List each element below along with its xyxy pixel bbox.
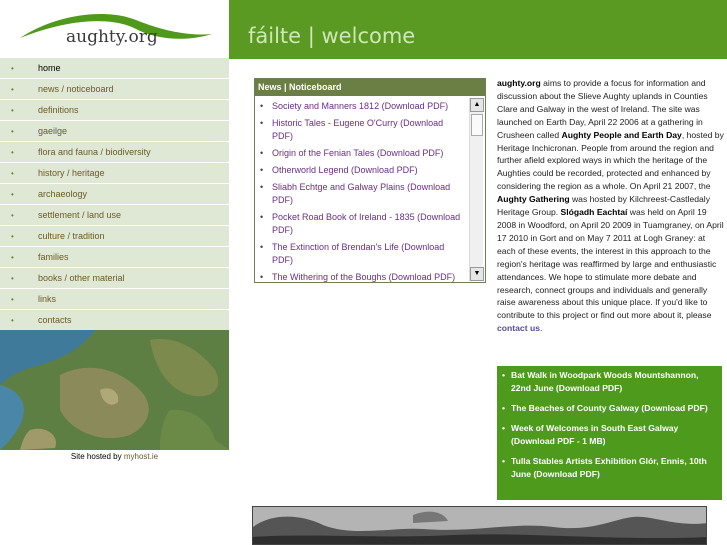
bullet-icon: • — [11, 273, 14, 283]
sidebar-item-label: books / other material — [38, 273, 125, 283]
intro-bold: Slógadh Eachtaí — [560, 207, 628, 218]
news-item[interactable]: • Sliabh Echtge and Galway Plains (Download PDF) — [255, 181, 469, 207]
intro-text: , hosted by Heritage Inchicronan. People from around the region and further afield explored ways in which the heritage of the Aughties could be recorded, protected and enhanced by considering the region as a whole. On April 21 2007, the — [497, 129, 724, 192]
bullet-icon: • — [11, 294, 14, 304]
sidebar-item-links[interactable] — [0, 289, 229, 310]
sidebar-item-label: archaeology — [38, 189, 88, 199]
sidebar-item-history[interactable] — [0, 163, 229, 184]
sidebar-item-label: contacts — [38, 315, 72, 325]
left-column — [0, 0, 229, 545]
sidebar-item-news[interactable] — [0, 79, 229, 100]
sidebar-item-families[interactable] — [0, 247, 229, 268]
news-item[interactable]: • Origin of the Fenian Tales (Download PDF) — [255, 147, 469, 160]
sidebar-item-label: families — [38, 252, 69, 262]
bullet-icon: • — [11, 315, 14, 325]
intro-text: was held on April 19 2008 in Woodford, on April 20 2009 in Tuamgraney, on April 17 2010 in Gort and on May 7 2011 at Logh Graney: at each of these events, the interest in this approach to the region's heritage was reaffirmed by large and enthusiastic attendances. We hope to stimulate more debate and research, connect groups and individuals and generally raise awareness about this unique place. If you'd like to contribute to this project or find out more about it, please — [497, 207, 724, 321]
sidebar-item-settlement[interactable] — [0, 205, 229, 226]
sidebar-item-label: flora and fauna / biodiversity — [38, 147, 151, 157]
hosted-prefix: Site hosted by — [70, 452, 124, 461]
satellite-map-image — [0, 330, 229, 450]
scroll-down-icon[interactable]: ▼ — [470, 267, 484, 281]
landscape-picture — [253, 507, 707, 545]
intro-bold: Aughty People and Earth Day — [561, 129, 682, 140]
news-item[interactable]: • Otherworld Legend (Download PDF) — [255, 164, 469, 177]
welcome-text — [497, 77, 725, 335]
bullet-icon: • — [11, 210, 14, 220]
bullet-icon: • — [11, 63, 14, 73]
bullet-icon: • — [11, 231, 14, 241]
news-heading: News | Noticeboard — [255, 79, 485, 96]
scroll-thumb[interactable] — [471, 114, 483, 136]
bullet-icon: • — [11, 84, 14, 94]
sidebar-item-contacts[interactable] — [0, 310, 229, 331]
sidebar-item-label: news / noticeboard — [38, 84, 114, 94]
news-item[interactable]: • Pocket Road Book of Ireland - 1835 (Download PDF) — [255, 211, 469, 237]
intro-bold: Aughty Gathering — [497, 194, 570, 205]
intro-text: aims to provide a focus for information and discussion about the Slieve Aughty uplands in Counties Clare and Galway in the west of Ireland. The site was launched on Earth Day, April 22 2006 at a gathering in Crusheen called — [497, 78, 708, 140]
bullet-icon: • — [11, 105, 14, 115]
intro-text: . — [539, 323, 543, 334]
site-logo[interactable] — [0, 0, 229, 58]
news-list — [255, 96, 469, 282]
bullet-icon: • — [11, 147, 14, 157]
sidebar-item-label: settlement / land use — [38, 210, 122, 220]
sidebar-item-flora-fauna[interactable] — [0, 142, 229, 163]
sidebar-item-definitions[interactable] — [0, 100, 229, 121]
event-item[interactable]: • Week of Welcomes in South East Galway (Download PDF - 1 MB) — [502, 422, 716, 448]
sidebar-item-label: home — [38, 63, 61, 73]
sidebar-item-culture[interactable] — [0, 226, 229, 247]
site-name: aughty.org — [497, 78, 541, 88]
sidebar-item-archaeology[interactable] — [0, 184, 229, 205]
scroll-up-icon[interactable]: ▲ — [470, 98, 484, 112]
sidebar-item-home[interactable] — [0, 58, 229, 79]
page-header — [229, 0, 727, 59]
bullet-icon: • — [11, 126, 14, 136]
logo-text: aughty.org — [66, 27, 158, 47]
sidebar-item-books[interactable] — [0, 268, 229, 289]
sidebar-nav — [0, 58, 229, 331]
events-box — [497, 366, 722, 500]
event-item[interactable]: • Bat Walk in Woodpark Woods Mountshannon, 22nd June (Download PDF) — [502, 369, 716, 395]
sidebar-item-label: definitions — [38, 105, 79, 115]
news-item[interactable]: • Society and Manners 1812 (Download PDF) — [255, 100, 469, 113]
sidebar-item-label: history / heritage — [38, 168, 105, 178]
news-noticeboard-box — [254, 78, 486, 283]
news-item[interactable]: • The Extinction of Brendan's Life (Download PDF) — [255, 241, 469, 267]
event-item[interactable]: • The Beaches of County Galway (Download PDF) — [502, 402, 716, 415]
bullet-icon: • — [11, 168, 14, 178]
intro-text: was hosted by Kilchreest-Castledaly Heritage Group. — [497, 194, 711, 218]
landscape-photo — [252, 506, 707, 545]
bullet-icon: • — [11, 189, 14, 199]
sidebar-item-gaeilge[interactable] — [0, 121, 229, 142]
page-title: fáilte | welcome — [248, 24, 416, 48]
bullet-icon: • — [11, 252, 14, 262]
contact-us-link[interactable]: contact us — [497, 323, 540, 334]
news-item[interactable]: • Historic Tales - Eugene O'Curry (Download PDF) — [255, 117, 469, 143]
myhost-link[interactable]: myhost.ie — [123, 452, 159, 461]
news-item[interactable]: • The Withering of the Boughs (Download PDF) — [255, 271, 469, 282]
sidebar-item-label: gaeilge — [38, 126, 68, 136]
sidebar-item-label: links — [38, 294, 57, 304]
event-item[interactable]: • Tulla Stables Artists Exhibition Glór, Ennis, 10th June (Download PDF) — [502, 455, 716, 481]
hosted-by-note — [0, 452, 229, 461]
map-picture — [0, 330, 229, 450]
news-scrollbar[interactable] — [469, 98, 483, 281]
sidebar-item-label: culture / tradition — [38, 231, 105, 241]
